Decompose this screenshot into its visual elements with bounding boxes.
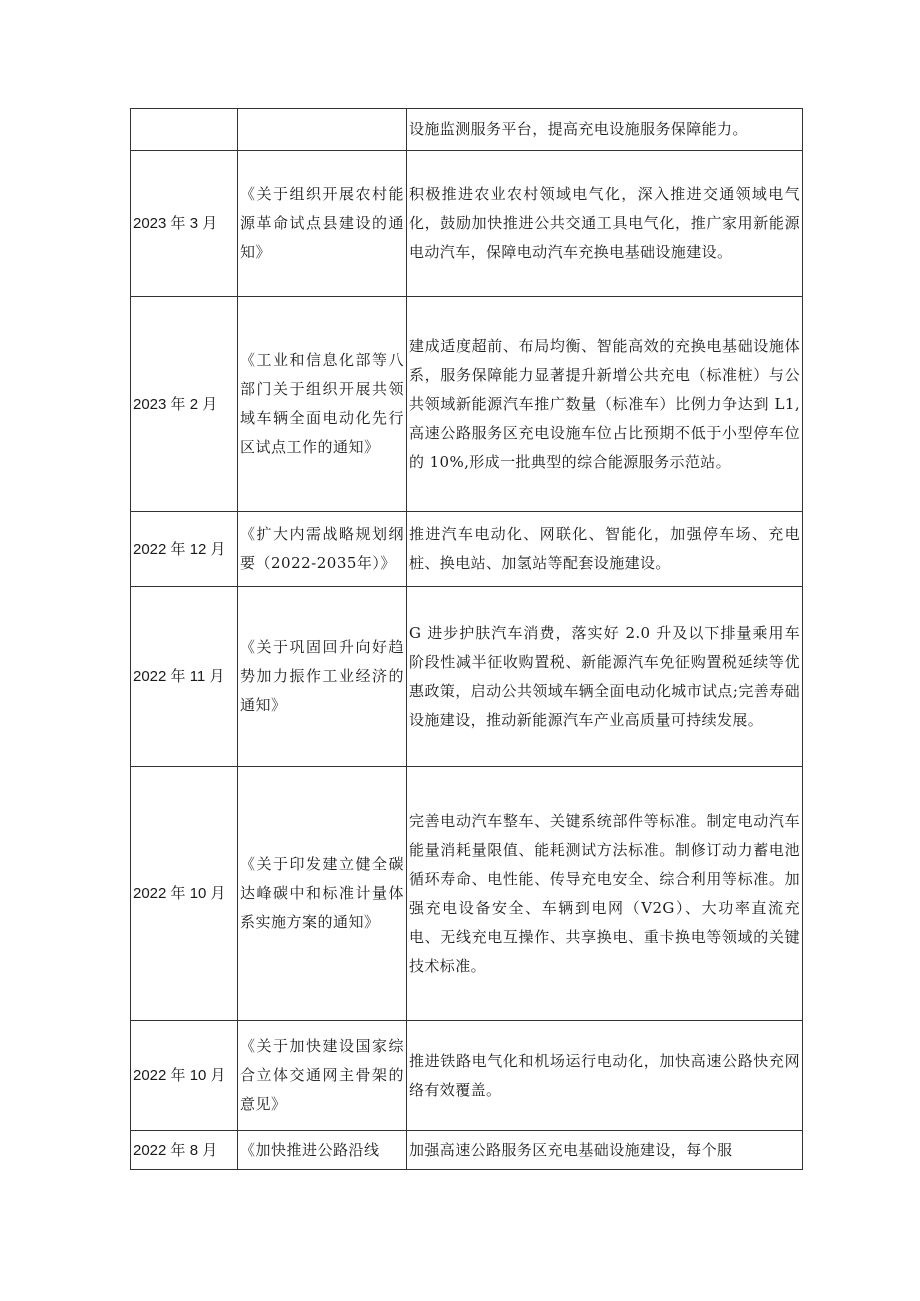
policy-content-cell: G 进步护肤汽车消费，落实好 2.0 升及以下排量乘用车阶段性减半征收购置税、新能源汽车免征购置税延续等优惠政策，启动公共领域车辆全面电动化城市试点;完善寿础设施建设，推动新能源汽车产业高质量可持续发展。 (407, 587, 803, 767)
policy-title-cell: 《工业和信息化部等八部门关于组织开展共领域车辆全面电动化先行区试点工作的通知》 (238, 297, 407, 512)
table-row (131, 512, 803, 587)
policy-content-cell: 设施监测服务平台，提高充电设施服务保障能力。 (407, 109, 803, 151)
date-cell: 2022 年 11 月 (131, 587, 238, 767)
date-cell (131, 109, 238, 151)
table-row (131, 587, 803, 767)
date-cell: 2023 年 3 月 (131, 151, 238, 297)
policy-title-cell: 《关于加快建设国家综合立体交通网主骨架的意见》 (238, 1021, 407, 1131)
policy-content-cell: 建成适度超前、布局均衡、智能高效的充换电基础设施体系，服务保障能力显著提升新增公共充电（标准桩）与公共领域新能源汽车推广数量（标准车）比例力争达到 L1,高速公路服务区充电设施车位占比预期不低于小型停车位的 10%,形成一批典型的综合能源服务示范站。 (407, 297, 803, 512)
date-cell: 2022 年 10 月 (131, 767, 238, 1021)
policy-title-cell (238, 109, 407, 151)
policy-table (130, 108, 803, 1170)
policy-title-cell: 《关于巩固回升向好趋势加力振作工业经济的通知》 (238, 587, 407, 767)
policy-content-cell: 完善电动汽车整车、关键系统部件等标准。制定电动汽车能量消耗量限值、能耗测试方法标准。制修订动力蓄电池循环寿命、电性能、传导充电安全、综合利用等标准。加强充电设备安全、车辆到电网（V2G）、大功率直流充电、无线充电互操作、共享换电、重卡换电等领域的关键技术标准。 (407, 767, 803, 1021)
date-cell: 2022 年 12 月 (131, 512, 238, 587)
policy-title-cell: 《扩大内需战略规划纲要（2022-2035年）》 (238, 512, 407, 587)
date-cell: 2022 年 8 月 (131, 1131, 238, 1170)
policy-title-cell: 《关于组织开展农村能源革命试点县建设的通知》 (238, 151, 407, 297)
date-cell: 2022 年 10 月 (131, 1021, 238, 1131)
table-row (131, 1021, 803, 1131)
policy-content-cell: 推进铁路电气化和机场运行电动化，加快高速公路快充网络有效覆盖。 (407, 1021, 803, 1131)
policy-content-cell: 推进汽车电动化、网联化、智能化，加强停车场、充电桩、换电站、加氢站等配套设施建设。 (407, 512, 803, 587)
policy-title-cell: 《关于印发建立健全碳达峰碳中和标准计量体系实施方案的通知》 (238, 767, 407, 1021)
table-row (131, 767, 803, 1021)
table-row (131, 297, 803, 512)
table-row (131, 109, 803, 151)
policy-content-cell: 积极推进农业农村领域电气化，深入推进交通领域电气化，鼓励加快推进公共交通工具电气化，推广家用新能源电动汽车，保障电动汽车充换电基础设施建设。 (407, 151, 803, 297)
policy-content-cell: 加强高速公路服务区充电基础设施建设，每个服 (407, 1131, 803, 1170)
table-row (131, 151, 803, 297)
policy-title-cell: 《加快推进公路沿线 (238, 1131, 407, 1170)
table-row (131, 1131, 803, 1170)
date-cell: 2023 年 2 月 (131, 297, 238, 512)
